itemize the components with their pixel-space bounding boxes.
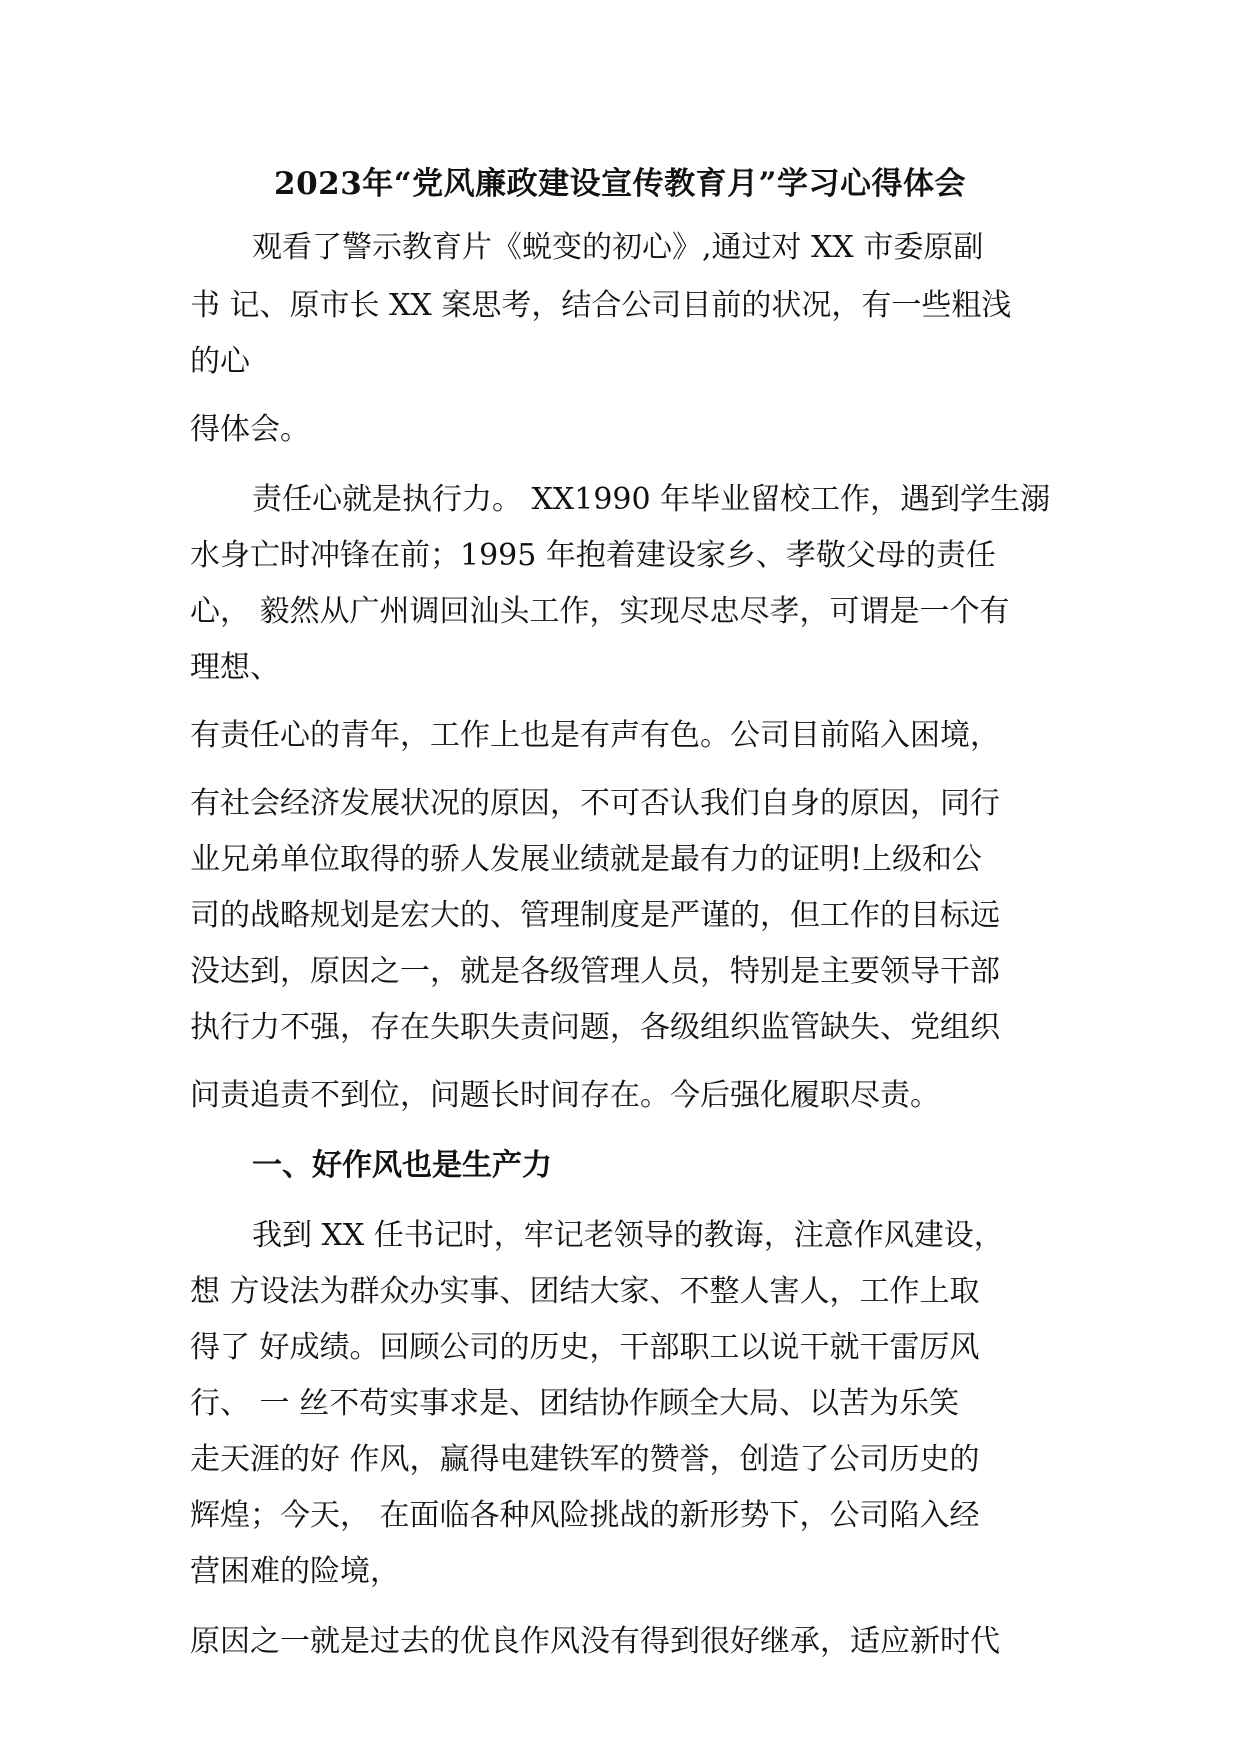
paragraph-line: 理想、	[190, 650, 280, 685]
paragraph-line: 原因之一就是过去的优良作风没有得到很好继承，适应新时代	[190, 1624, 1000, 1659]
paragraph-line: 行、 一 丝不苟实事求是、团结协作顾全大局、以苦为乐笑	[190, 1386, 960, 1421]
paragraph-line: 没达到，原因之一，就是各级管理人员，特别是主要领导干部	[190, 954, 1000, 989]
paragraph-line: 有责任心的青年，工作上也是有声有色。公司目前陷入困境，	[190, 718, 1000, 753]
paragraph-line: 问责追责不到位，问题长时间存在。今后强化履职尽责。	[190, 1078, 940, 1113]
paragraph-line: 司的战略规划是宏大的、管理制度是严谨的，但工作的目标远	[190, 898, 1000, 933]
paragraph-line: 责任心就是执行力。 XX1990 年毕业留校工作，遇到学生溺	[252, 482, 1051, 517]
paragraph-line: 想 方设法为群众办实事、团结大家、不整人害人，工作上取	[190, 1274, 980, 1309]
paragraph-line: 我到 XX 任书记时，牢记老领导的教诲，注意作风建设，	[252, 1218, 1004, 1253]
paragraph-line: 心， 毅然从广州调回汕头工作，实现尽忠尽孝，可谓是一个有	[190, 594, 1010, 629]
paragraph-line: 营困难的险境，	[190, 1554, 400, 1589]
paragraph-line: 走天涯的好 作风，赢得电建铁军的赞誉，创造了公司历史的	[190, 1442, 980, 1477]
paragraph-line: 水身亡时冲锋在前；1995 年抱着建设家乡、孝敬父母的责任	[190, 538, 996, 573]
paragraph-line: 得体会。	[190, 412, 310, 447]
section-heading: 一、好作风也是生产力	[252, 1148, 552, 1183]
paragraph-line: 辉煌；今天， 在面临各种风险挑战的新形势下，公司陷入经	[190, 1498, 980, 1533]
paragraph-line: 书 记、原市长 XX 案思考，结合公司目前的状况，有一些粗浅	[190, 288, 1012, 323]
paragraph-line: 有社会经济发展状况的原因，不可否认我们自身的原因，同行	[190, 786, 1000, 821]
paragraph-line: 业兄弟单位取得的骄人发展业绩就是最有力的证明!上级和公	[190, 842, 983, 877]
paragraph-line: 的心	[190, 344, 250, 379]
paragraph-line: 执行力不强，存在失职失责问题，各级组织监管缺失、党组织	[190, 1010, 1000, 1045]
paragraph-line: 观看了警示教育片《蜕变的初心》,通过对 XX 市委原副	[252, 230, 984, 265]
document-title: 2023年“党风廉政建设宣传教育月”学习心得体会	[274, 166, 966, 202]
paragraph-line: 得了 好成绩。回顾公司的历史，干部职工以说干就干雷厉风	[190, 1330, 980, 1365]
